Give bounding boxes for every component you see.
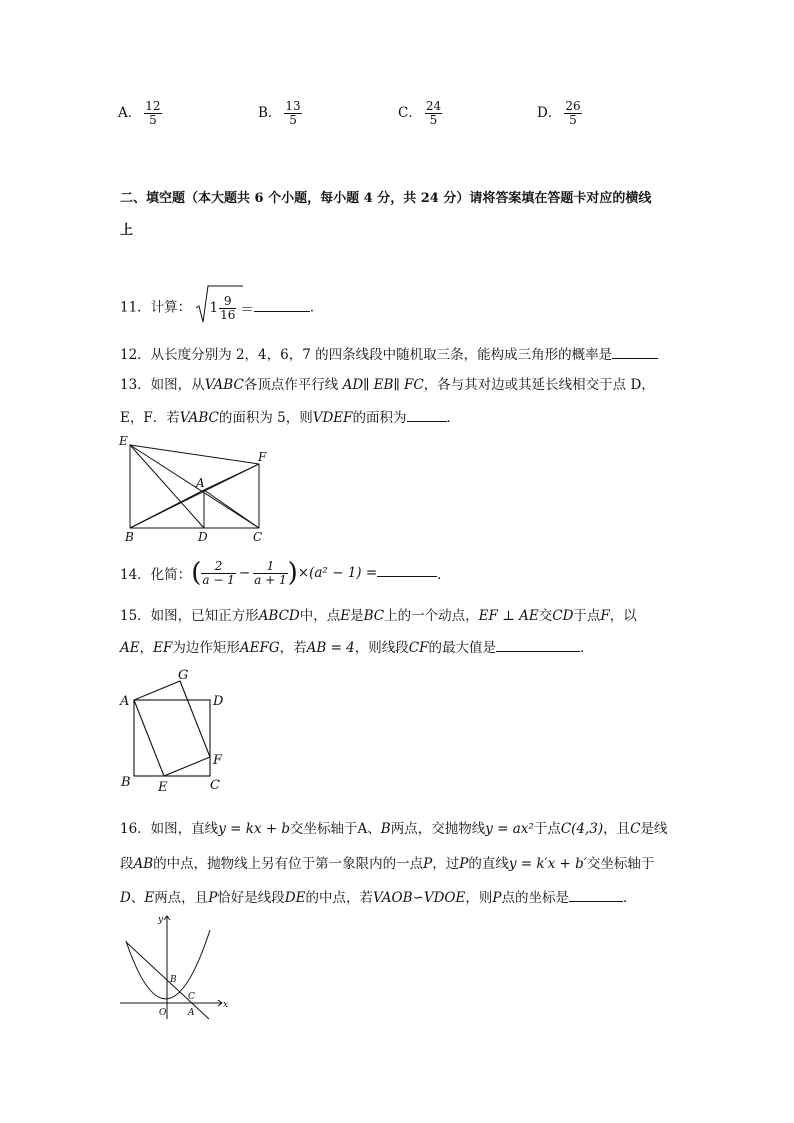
label-A: A — [196, 476, 205, 490]
label-y: y — [158, 915, 164, 925]
label-B: B — [170, 975, 177, 985]
label-D: D — [213, 694, 224, 709]
question-16-line3: D、E两点，且P恰好是线段DE的中点，若VAOB∽VDOE，则P点的坐标是 ． — [120, 890, 637, 906]
label-O: O — [159, 1008, 167, 1018]
choice-label: B． — [258, 104, 282, 121]
label-F: F — [258, 450, 267, 464]
question-15-line2: AE，EF为边作矩形AEFG，若AB = 4，则线段CF的最大值是 ． — [120, 640, 594, 656]
question-13-line2: E，F．若VABC的面积为 5，则VDEF的面积为 ． — [120, 410, 461, 426]
answer-blank-14[interactable] — [377, 564, 437, 577]
question-16-line1: 16．如图，直线y = kx + b交坐标轴于A、B两点，交抛物线y = ax²于点C(4,3)，且C是线 — [120, 821, 668, 837]
label-C: C — [253, 530, 263, 544]
question-11: 11．计算： 1 $\frac{9}{16}$ ＝ ． — [120, 288, 323, 328]
label-C: C — [210, 778, 220, 793]
choice-fraction: $\frac{12}{5}$ — [145, 99, 161, 127]
answer-blank-12[interactable] — [612, 346, 658, 359]
answer-blank-13[interactable] — [407, 409, 447, 422]
choice-a[interactable] — [118, 100, 162, 126]
question-13-line1: 13．如图，从VABC各顶点作平行线 AD∥ EB∥ FC，各与其对边或其延长线相交于点 D， — [120, 377, 655, 393]
label-C: C — [188, 992, 195, 1002]
choice-fraction: $\frac{26}{5}$ — [565, 99, 581, 127]
figure-q15 — [116, 665, 236, 795]
answer-blank-16[interactable] — [569, 889, 623, 902]
label-G: G — [178, 668, 189, 683]
section-heading: 二、填空题（本大题共 6 个小题，每小题 4 分，共 24 分）请将答案填在答题卡对应的横线 — [120, 191, 652, 206]
label-E: E — [119, 434, 128, 448]
label-A: A — [120, 694, 130, 709]
label-E: E — [158, 780, 168, 795]
choice-d[interactable] — [537, 100, 582, 126]
choice-b[interactable] — [258, 100, 302, 126]
choice-fraction: $\frac{13}{5}$ — [285, 99, 301, 127]
question-12: 12．从长度分别为 2，4，6，7 的四条线段中随机取三条，能构成三角形的概率是 — [120, 343, 658, 363]
label-A: A — [188, 1008, 195, 1018]
choice-c[interactable] — [398, 100, 442, 126]
answer-blank-15[interactable] — [496, 639, 580, 652]
label-x: x — [223, 1000, 229, 1010]
figure-q13 — [116, 432, 276, 542]
answer-blank-11[interactable] — [254, 299, 310, 312]
choice-label: C． — [398, 104, 422, 121]
label-F: F — [213, 753, 223, 768]
figure-q16 — [118, 912, 238, 1022]
label-B: B — [125, 530, 134, 544]
choice-label: A． — [118, 104, 142, 121]
label-B: B — [121, 775, 131, 790]
sqrt-sign — [195, 286, 209, 326]
section-heading-cont: 上 — [120, 223, 134, 238]
question-15-line1: 15．如图，已知正方形ABCD中，点E是BC上的一个动点，EF ⊥ AE交CD于点F，以 — [120, 608, 637, 624]
label-D: D — [198, 530, 208, 544]
question-16-line2: 段AB的中点，抛物线上另有位于第一象限内的一点P，过P的直线y = k′x + b′交坐标轴于 — [120, 856, 655, 872]
question-14: 14．化简：( $\frac{2}{a - 1}$ − $\frac{1}{a + 1}$ )×(a² − 1) = ． — [120, 558, 451, 588]
choice-fraction: $\frac{24}{5}$ — [425, 99, 442, 127]
choice-label: D． — [537, 104, 562, 121]
